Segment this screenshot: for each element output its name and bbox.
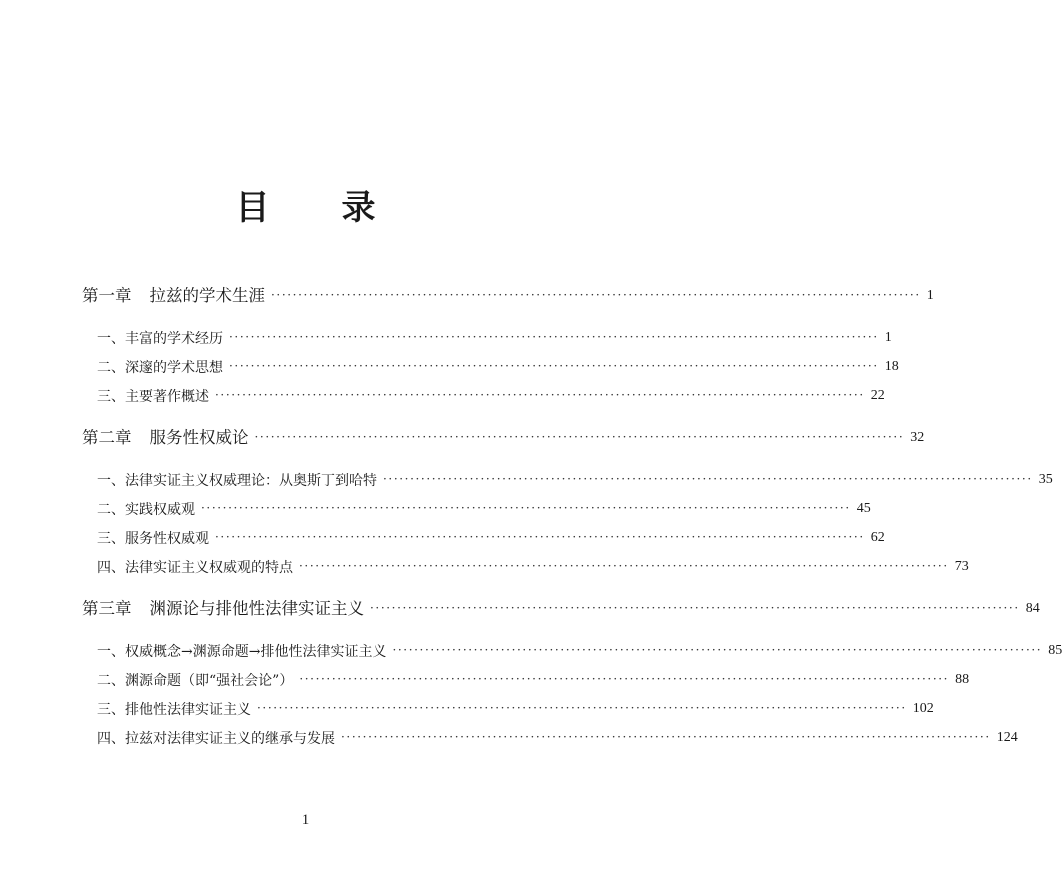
toc-entry-label: 四、法律实证主义权威观的特点 (97, 560, 293, 576)
dot-leader: ························································································································ (370, 601, 1020, 615)
toc-entry-label (82, 595, 364, 619)
dot-leader: ························································································································ (215, 530, 865, 544)
dot-leader: ························································································································ (271, 288, 921, 302)
toc-page-number: 45 (856, 501, 871, 516)
toc-chapter-row[interactable] (82, 282, 934, 306)
toc-page-number: 62 (870, 530, 885, 545)
toc-page-number: 88 (955, 672, 970, 687)
dot-leader: ························································································································ (201, 501, 851, 515)
toc-entry-label: 二、实践权威观 (97, 502, 195, 518)
toc-section-row[interactable] (97, 553, 969, 577)
toc-entry-label: 一、法律实证主义权威理论：从奥斯丁到哈特 (97, 473, 377, 489)
toc-page-number: 1 (926, 288, 934, 303)
toc-section-row[interactable] (97, 666, 970, 690)
dot-leader: ························································································································ (299, 559, 949, 573)
toc-section-row[interactable] (97, 353, 899, 377)
toc-page-number: 73 (954, 559, 969, 574)
toc-page-number: 124 (996, 730, 1018, 745)
toc-chapter-row[interactable] (82, 595, 1040, 619)
dot-leader: ························································································································ (229, 330, 879, 344)
dot-leader: ························································································································ (341, 730, 991, 744)
dot-leader: ························································································································ (257, 701, 907, 715)
toc-page-number: 102 (912, 701, 934, 716)
toc-section-row[interactable] (97, 495, 871, 519)
toc-title-char-1: 目 (235, 188, 270, 228)
toc-section-row[interactable] (97, 524, 885, 548)
toc-section-row[interactable] (97, 637, 1062, 661)
toc-section-row[interactable] (97, 324, 892, 348)
toc-entry-label: 三、排他性法律实证主义 (97, 702, 251, 718)
toc-page-number: 85 (1048, 643, 1062, 658)
toc-chapter-number: 第三章 (82, 599, 132, 618)
dot-leader: ························································································································ (254, 430, 905, 444)
toc-section-row[interactable] (97, 466, 1053, 490)
dot-leader: ························································································································ (215, 388, 865, 402)
toc-chapter-number: 第一章 (82, 286, 132, 305)
dot-leader: ························································································································ (383, 472, 1033, 486)
toc-chapter-title: 拉兹的学术生涯 (149, 286, 265, 305)
toc-page-number: 35 (1038, 472, 1053, 487)
page-number-footer: 1 (301, 812, 310, 828)
toc-section-row[interactable] (97, 724, 1018, 748)
toc-chapter-title: 服务性权威论 (149, 428, 249, 447)
dot-leader: ························································································································ (392, 643, 1043, 657)
toc-title-char-2: 录 (341, 188, 376, 228)
toc-page-number: 1 (884, 330, 892, 345)
toc-entry-label: 四、拉兹对法律实证主义的继承与发展 (97, 731, 335, 747)
toc-entry-label (82, 282, 265, 306)
toc-entry-label: 一、权威概念→渊源命题→排他性法律实证主义 (97, 644, 387, 660)
toc-section-row[interactable] (97, 382, 885, 406)
dot-leader: ························································································································ (229, 359, 879, 373)
toc-entry-label: 二、渊源命题（即“强社会论”） (97, 673, 294, 689)
toc-chapter-row[interactable] (82, 424, 925, 448)
toc-page-number: 84 (1025, 601, 1040, 616)
toc-section-row[interactable] (97, 695, 934, 719)
toc-title (0, 188, 611, 228)
toc-entry-label: 二、深邃的学术思想 (97, 360, 223, 376)
toc-chapter-number: 第二章 (82, 428, 132, 447)
toc-entry-label: 三、主要著作概述 (97, 389, 209, 405)
dot-leader: ························································································································ (299, 672, 950, 686)
toc-entry-label (82, 424, 249, 448)
toc-page-number: 32 (910, 430, 925, 445)
toc-page-number: 18 (884, 359, 899, 374)
toc-entry-label: 三、服务性权威观 (97, 531, 209, 547)
toc-page-number: 22 (870, 388, 885, 403)
toc-entry-label: 一、丰富的学术经历 (97, 331, 223, 347)
toc-chapter-title: 渊源论与排他性法律实证主义 (149, 599, 364, 618)
